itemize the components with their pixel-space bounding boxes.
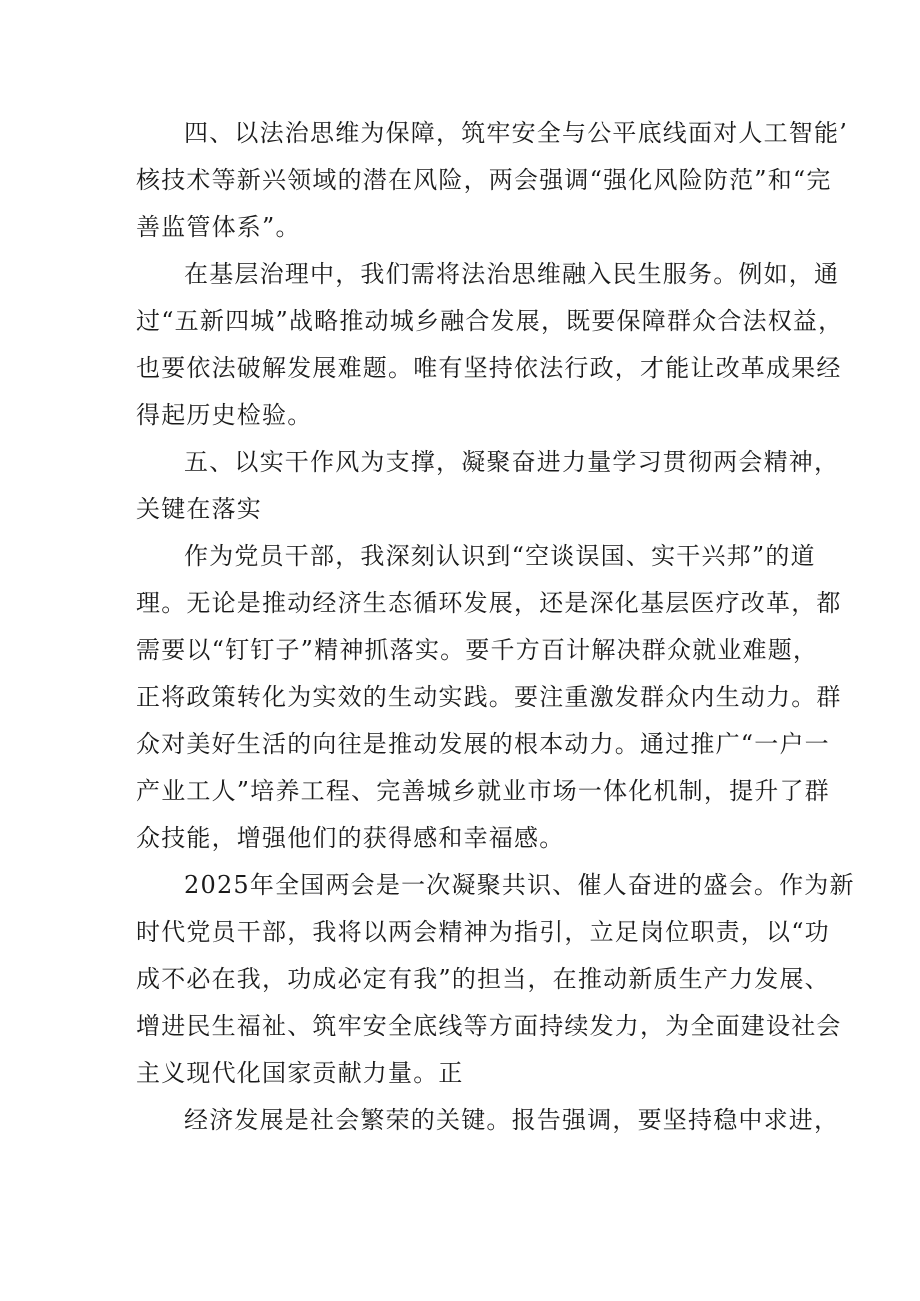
- section-heading-four: 四、以法治思维为保障，筑牢安全与公平底线面对人工智能’: [184, 119, 849, 147]
- text-line: 理。无论是推动经济生态循环发展，还是深化基层医疗改革，都: [136, 589, 842, 617]
- text-line: 主义现代化国家贡献力量。正: [136, 1059, 464, 1087]
- text-line: 过“五新四城”战略推动城乡融合发展，既要保障群众合法权益，: [136, 307, 844, 335]
- paragraph-start: 作为党员干部，我深刻认识到“空谈误国、实干兴邦”的道: [184, 542, 816, 570]
- paragraph-start: 2025年全国两会是一次凝聚共识、催人奋进的盛会。作为新: [184, 871, 855, 899]
- text-line: 成不必在我，功成必定有我”的担当，在推动新质生产力发展、: [136, 965, 830, 993]
- paragraph-start: 在基层治理中，我们需将法治思维融入民生服务。例如，通: [184, 260, 840, 288]
- text-line: 正将政策转化为实效的生动实践。要注重激发群众内生动力。群: [136, 683, 842, 711]
- document-body: [136, 110, 855, 1144]
- text-line: 核技术等新兴领域的潜在风险，两会强调“强化风险防范”和“完: [136, 166, 832, 194]
- section-heading-five: 五、以实干作风为支撑，凝聚奋进力量学习贯彻两会精神，: [184, 448, 840, 476]
- text-line: 也要依法破解发展难题。唯有坚持依法行政，才能让改革成果经: [136, 354, 842, 382]
- text-line: 善监管体系”。: [136, 213, 301, 241]
- text-line: 关键在落实: [136, 495, 262, 523]
- text-line: 得起历史检验。: [136, 401, 313, 429]
- text-line: 产业工人”培养工程、完善城乡就业市场一体化机制，提升了群: [136, 777, 830, 805]
- text-line: 时代党员干部，我将以两会精神为指引，立足岗位职责，以“功: [136, 918, 830, 946]
- text-line: 增进民生福祉、筑牢安全底线等方面持续发力，为全面建设社会: [136, 1012, 842, 1040]
- paragraph-start: 经济发展是社会繁荣的关键。报告强调，要坚持稳中求进，: [184, 1106, 840, 1134]
- text-line: 需要以“钉钉子”精神抓落实。要千方百计解决群众就业难题，: [136, 636, 819, 664]
- text-line: 众对美好生活的向往是推动发展的根本动力。通过推广“一户一: [136, 730, 830, 758]
- text-line: 众技能，增强他们的获得感和幸福感。: [136, 824, 565, 852]
